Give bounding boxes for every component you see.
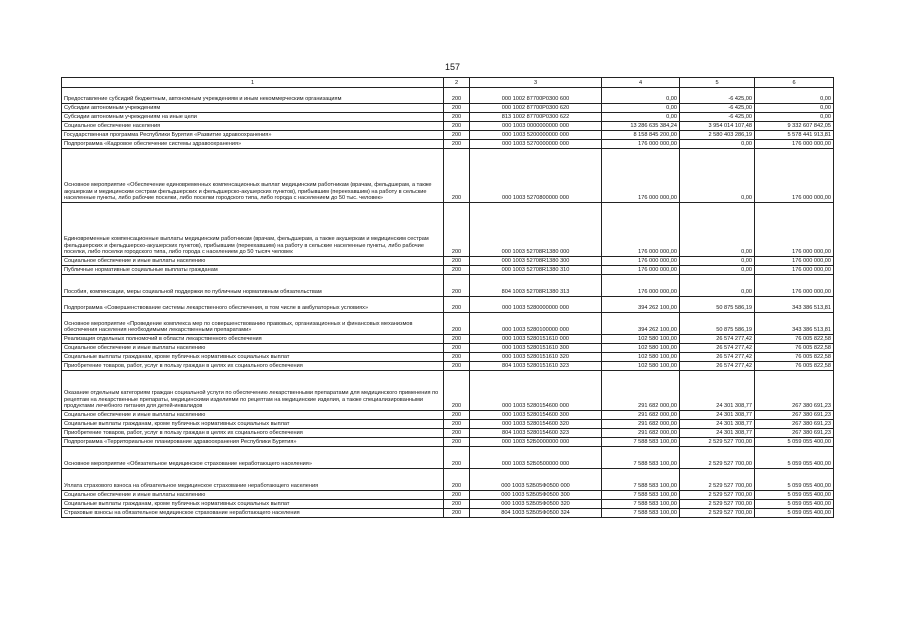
- row-description: Подпрограмма «Территориальное планирование здравоохранения Республики Бурятия»: [62, 438, 444, 447]
- table-row: [62, 88, 834, 104]
- table-row: [62, 500, 834, 509]
- row-value-col4: 102 580 100,00: [602, 362, 680, 371]
- table-row: [62, 113, 834, 122]
- row-description: Приобретение товаров, работ, услуг в пользу граждан в целях их социального обеспечения: [62, 362, 444, 371]
- row-value-col6: 267 380 691,23: [755, 411, 834, 420]
- row-code: 200: [444, 420, 470, 429]
- row-value-col4: 7 588 583 100,00: [602, 509, 680, 518]
- column-header: 2: [444, 78, 470, 88]
- row-kbk: 000 1003 52Б05Ф0500 300: [470, 491, 602, 500]
- page-number: 157: [444, 62, 461, 72]
- row-code: 200: [444, 122, 470, 131]
- row-value-col4: 13 286 635 384,24: [602, 122, 680, 131]
- table-row: [62, 104, 834, 113]
- row-description: Оказание отдельным категориям граждан социальной услуги по обеспечению лекарственными препаратами для медицинского применения по рецептам на лекарственные препараты, медицинскими изделиями по рецептам на медицинские изделия, а также специализированными продуктами лечебного питания для детей-инвалидов: [62, 371, 444, 411]
- row-value-col4: 7 588 583 100,00: [602, 438, 680, 447]
- row-description: Уплата страхового взноса на обязательное медицинское страхование неработающего населения: [62, 469, 444, 491]
- row-kbk: 804 1003 5280151610 323: [470, 362, 602, 371]
- row-kbk: 000 1003 5200000000 000: [470, 131, 602, 140]
- row-description: Социальные выплаты гражданам, кроме публичных нормативных социальных выплат: [62, 353, 444, 362]
- row-description: Социальные выплаты гражданам, кроме публичных нормативных социальных выплат: [62, 420, 444, 429]
- row-value-col4: 7 588 583 100,00: [602, 469, 680, 491]
- table-row: [62, 491, 834, 500]
- row-description: Социальное обеспечение и иные выплаты населению: [62, 491, 444, 500]
- row-code: 200: [444, 371, 470, 411]
- row-value-col6: 5 578 441 913,81: [755, 131, 834, 140]
- row-kbk: 000 1003 5280151610 320: [470, 353, 602, 362]
- row-kbk: 000 1003 52708R1380 300: [470, 257, 602, 266]
- row-value-col6: 5 059 055 400,00: [755, 447, 834, 469]
- row-kbk: 000 1003 52Б0500000 000: [470, 447, 602, 469]
- row-value-col5: 26 574 277,42: [680, 344, 755, 353]
- row-code: 200: [444, 257, 470, 266]
- table-row: [62, 313, 834, 335]
- row-code: 200: [444, 297, 470, 313]
- row-value-col5: 2 529 527 700,00: [680, 500, 755, 509]
- row-value-col4: 176 000 000,00: [602, 275, 680, 297]
- row-kbk: 000 1002 87700Р0300 600: [470, 88, 602, 104]
- row-code: 200: [444, 509, 470, 518]
- row-description: Основное мероприятие «Обеспечение единовременных компенсационных выплат медицинским работникам (врачам, фельдшерам, а также акушеркам и медицинским сестрам фельдшерских и фельдшерско-акушерских пунктов), прибывшим (переехавшим) на работу в сельские населенные пункты, либо рабочие поселки, либо поселки городского типа, либо города с населением до 50 тыс. человек»: [62, 149, 444, 203]
- row-code: 200: [444, 344, 470, 353]
- row-kbk: 000 1003 5280154600 000: [470, 371, 602, 411]
- row-kbk: 804 1003 5280154600 323: [470, 429, 602, 438]
- row-code: 200: [444, 131, 470, 140]
- row-code: 200: [444, 353, 470, 362]
- row-kbk: 000 1003 5270800000 000: [470, 149, 602, 203]
- row-code: 200: [444, 335, 470, 344]
- row-value-col4: 102 580 100,00: [602, 353, 680, 362]
- row-value-col4: 8 158 845 200,00: [602, 131, 680, 140]
- row-kbk: 000 1003 5280154600 320: [470, 420, 602, 429]
- row-value-col5: -6 425,00: [680, 88, 755, 104]
- row-value-col4: 394 262 100,00: [602, 297, 680, 313]
- row-description: Подпрограмма «Кадровое обеспечение системы здравоохранения»: [62, 140, 444, 149]
- row-description: Социальное обеспечение и иные выплаты населению: [62, 344, 444, 353]
- row-value-col6: 76 005 822,58: [755, 362, 834, 371]
- row-code: 200: [444, 313, 470, 335]
- table-row: [62, 275, 834, 297]
- table-row: [62, 362, 834, 371]
- row-code: 200: [444, 500, 470, 509]
- row-code: 200: [444, 429, 470, 438]
- table-row: [62, 447, 834, 469]
- column-header: 6: [755, 78, 834, 88]
- row-value-col5: 50 875 586,19: [680, 297, 755, 313]
- row-value-col6: 0,00: [755, 104, 834, 113]
- row-value-col5: 2 529 527 700,00: [680, 469, 755, 491]
- row-value-col4: 7 588 583 100,00: [602, 447, 680, 469]
- row-value-col5: 24 301 308,77: [680, 411, 755, 420]
- row-value-col6: 176 000 000,00: [755, 140, 834, 149]
- row-value-col5: 0,00: [680, 203, 755, 257]
- row-kbk: 000 1003 5280154600 300: [470, 411, 602, 420]
- row-value-col4: 176 000 000,00: [602, 266, 680, 275]
- row-value-col5: -6 425,00: [680, 104, 755, 113]
- table-row: [62, 344, 834, 353]
- table-row: [62, 203, 834, 257]
- row-value-col6: 0,00: [755, 113, 834, 122]
- row-value-col5: 2 529 527 700,00: [680, 438, 755, 447]
- row-value-col6: 176 000 000,00: [755, 266, 834, 275]
- table-row: [62, 509, 834, 518]
- row-description: Страховые взносы на обязательное медицинское страхование неработающего населения: [62, 509, 444, 518]
- row-value-col4: 394 262 100,00: [602, 313, 680, 335]
- row-value-col5: 2 529 527 700,00: [680, 447, 755, 469]
- row-kbk: 000 1003 5280000000 000: [470, 297, 602, 313]
- column-header: 4: [602, 78, 680, 88]
- row-value-col4: 291 682 000,00: [602, 429, 680, 438]
- row-value-col4: 102 580 100,00: [602, 344, 680, 353]
- row-value-col6: 343 386 513,81: [755, 313, 834, 335]
- row-value-col5: 0,00: [680, 149, 755, 203]
- row-description: Подпрограмма «Совершенствование системы лекарственного обеспечения, в том числе в амбулаторных условиях»: [62, 297, 444, 313]
- table-row: [62, 122, 834, 131]
- row-kbk: 000 1003 52708R1380 000: [470, 203, 602, 257]
- row-value-col6: 9 332 607 842,05: [755, 122, 834, 131]
- row-value-col5: 0,00: [680, 275, 755, 297]
- row-kbk: 813 1002 87700Р0300 622: [470, 113, 602, 122]
- row-value-col5: 26 574 277,42: [680, 335, 755, 344]
- row-value-col6: 5 059 055 400,00: [755, 500, 834, 509]
- row-value-col5: 26 574 277,42: [680, 353, 755, 362]
- row-value-col5: -6 425,00: [680, 113, 755, 122]
- row-value-col5: 0,00: [680, 266, 755, 275]
- row-value-col5: 2 529 527 700,00: [680, 491, 755, 500]
- table-row: [62, 353, 834, 362]
- row-value-col4: 176 000 000,00: [602, 140, 680, 149]
- table-row: [62, 257, 834, 266]
- row-value-col4: 0,00: [602, 113, 680, 122]
- budget-table: [61, 77, 834, 518]
- row-value-col6: 267 380 691,23: [755, 420, 834, 429]
- row-code: 200: [444, 203, 470, 257]
- table-row: [62, 140, 834, 149]
- row-code: 200: [444, 447, 470, 469]
- table-row: [62, 131, 834, 140]
- row-value-col5: 50 875 586,19: [680, 313, 755, 335]
- row-code: 200: [444, 362, 470, 371]
- row-description: Основное мероприятие «Обязательное медицинское страхование неработающего населения»: [62, 447, 444, 469]
- row-value-col5: 24 301 308,77: [680, 420, 755, 429]
- row-value-col6: 267 380 691,23: [755, 371, 834, 411]
- row-description: Социальные выплаты гражданам, кроме публичных нормативных социальных выплат: [62, 500, 444, 509]
- row-value-col4: 0,00: [602, 104, 680, 113]
- row-description: Субсидии автономным учреждениям на иные цели: [62, 113, 444, 122]
- row-code: 200: [444, 266, 470, 275]
- row-value-col6: 5 059 055 400,00: [755, 491, 834, 500]
- row-code: 200: [444, 438, 470, 447]
- row-description: Публичные нормативные социальные выплаты гражданам: [62, 266, 444, 275]
- row-value-col6: 76 005 822,58: [755, 335, 834, 344]
- row-value-col5: 0,00: [680, 257, 755, 266]
- row-description: Приобретение товаров, работ, услуг в пользу граждан в целях их социального обеспечения: [62, 429, 444, 438]
- row-value-col6: 76 005 822,58: [755, 353, 834, 362]
- row-value-col6: 5 059 055 400,00: [755, 469, 834, 491]
- table-row: [62, 335, 834, 344]
- row-description: Социальное обеспечение и иные выплаты населению: [62, 257, 444, 266]
- row-value-col6: 176 000 000,00: [755, 203, 834, 257]
- row-value-col6: 5 059 055 400,00: [755, 509, 834, 518]
- row-code: 200: [444, 411, 470, 420]
- row-value-col4: 291 682 000,00: [602, 411, 680, 420]
- row-value-col6: 76 005 822,58: [755, 344, 834, 353]
- row-description: Пособия, компенсации, меры социальной поддержки по публичным нормативным обязательствам: [62, 275, 444, 297]
- row-value-col4: 176 000 000,00: [602, 257, 680, 266]
- row-value-col6: 176 000 000,00: [755, 257, 834, 266]
- row-kbk: 000 1003 52Б05Ф0500 320: [470, 500, 602, 509]
- row-value-col5: 24 301 308,77: [680, 429, 755, 438]
- row-value-col5: 2 580 403 286,19: [680, 131, 755, 140]
- column-header: 5: [680, 78, 755, 88]
- row-code: 200: [444, 149, 470, 203]
- row-code: 200: [444, 140, 470, 149]
- row-code: 200: [444, 88, 470, 104]
- table-row: [62, 266, 834, 275]
- column-header: 1: [62, 78, 444, 88]
- row-kbk: 000 1003 52Б0000000 000: [470, 438, 602, 447]
- row-value-col5: 3 954 014 107,48: [680, 122, 755, 131]
- row-value-col5: 2 529 527 700,00: [680, 509, 755, 518]
- row-kbk: 000 1003 5280100000 000: [470, 313, 602, 335]
- row-kbk: 804 1003 52Б05Ф0500 324: [470, 509, 602, 518]
- row-value-col4: 291 682 000,00: [602, 420, 680, 429]
- row-description: Государственная программа Республики Бурятия «Развитие здравоохранения»: [62, 131, 444, 140]
- row-code: 200: [444, 113, 470, 122]
- row-value-col4: 176 000 000,00: [602, 203, 680, 257]
- table-row: [62, 411, 834, 420]
- row-code: 200: [444, 104, 470, 113]
- row-kbk: 000 1003 5280151610 000: [470, 335, 602, 344]
- table-row: [62, 429, 834, 438]
- row-kbk: 000 1003 52708R1380 310: [470, 266, 602, 275]
- row-kbk: 000 1003 0000000000 000: [470, 122, 602, 131]
- row-value-col4: 291 682 000,00: [602, 371, 680, 411]
- table-row: [62, 149, 834, 203]
- row-kbk: 000 1003 5270000000 000: [470, 140, 602, 149]
- row-description: Субсидии автономным учреждениям: [62, 104, 444, 113]
- table-row: [62, 420, 834, 429]
- row-description: Предоставление субсидий бюджетным, автономным учреждениям и иным некоммерческим организациям: [62, 88, 444, 104]
- row-value-col4: 0,00: [602, 88, 680, 104]
- table-body: [62, 88, 834, 518]
- row-kbk: 804 1003 52708R1380 313: [470, 275, 602, 297]
- row-kbk: 000 1003 5280151610 300: [470, 344, 602, 353]
- row-description: Единовременные компенсационные выплаты медицинским работникам (врачам, фельдшерам, а также акушеркам и медицинским сестрам фельдшерских и фельдшерско-акушерских пунктов), прибывшим (переехавшим) на работу в сельские населенные пункты, либо рабочие поселки, либо поселки городского типа, либо города с населением до 50 тысяч человек: [62, 203, 444, 257]
- row-kbk: 000 1003 52Б05Ф0500 000: [470, 469, 602, 491]
- row-code: 200: [444, 491, 470, 500]
- row-value-col6: 0,00: [755, 88, 834, 104]
- row-kbk: 000 1002 87700Р0300 620: [470, 104, 602, 113]
- table-row: [62, 371, 834, 411]
- table-row: [62, 438, 834, 447]
- row-value-col4: 176 000 000,00: [602, 149, 680, 203]
- table-row: [62, 469, 834, 491]
- row-code: 200: [444, 275, 470, 297]
- row-value-col4: 102 580 100,00: [602, 335, 680, 344]
- row-description: Основное мероприятие «Проведение комплекса мер по совершенствованию правовых, организационных и финансовых механизмов обеспечения населения необходимыми лекарственными препаратами»: [62, 313, 444, 335]
- row-description: Социальное обеспечение и иные выплаты населению: [62, 411, 444, 420]
- row-value-col6: 5 059 055 400,00: [755, 438, 834, 447]
- row-value-col6: 176 000 000,00: [755, 149, 834, 203]
- row-value-col5: 26 574 277,42: [680, 362, 755, 371]
- row-value-col5: 24 301 308,77: [680, 371, 755, 411]
- table-row: [62, 297, 834, 313]
- row-value-col5: 0,00: [680, 140, 755, 149]
- row-value-col6: 176 000 000,00: [755, 275, 834, 297]
- table-header-row: [62, 78, 834, 88]
- row-value-col4: 7 588 583 100,00: [602, 500, 680, 509]
- row-value-col6: 343 386 513,81: [755, 297, 834, 313]
- row-description: Реализация отдельных полномочий в области лекарственного обеспечения: [62, 335, 444, 344]
- row-value-col4: 7 588 583 100,00: [602, 491, 680, 500]
- row-value-col6: 267 380 691,23: [755, 429, 834, 438]
- column-header: 3: [470, 78, 602, 88]
- row-code: 200: [444, 469, 470, 491]
- row-description: Социальное обеспечение населения: [62, 122, 444, 131]
